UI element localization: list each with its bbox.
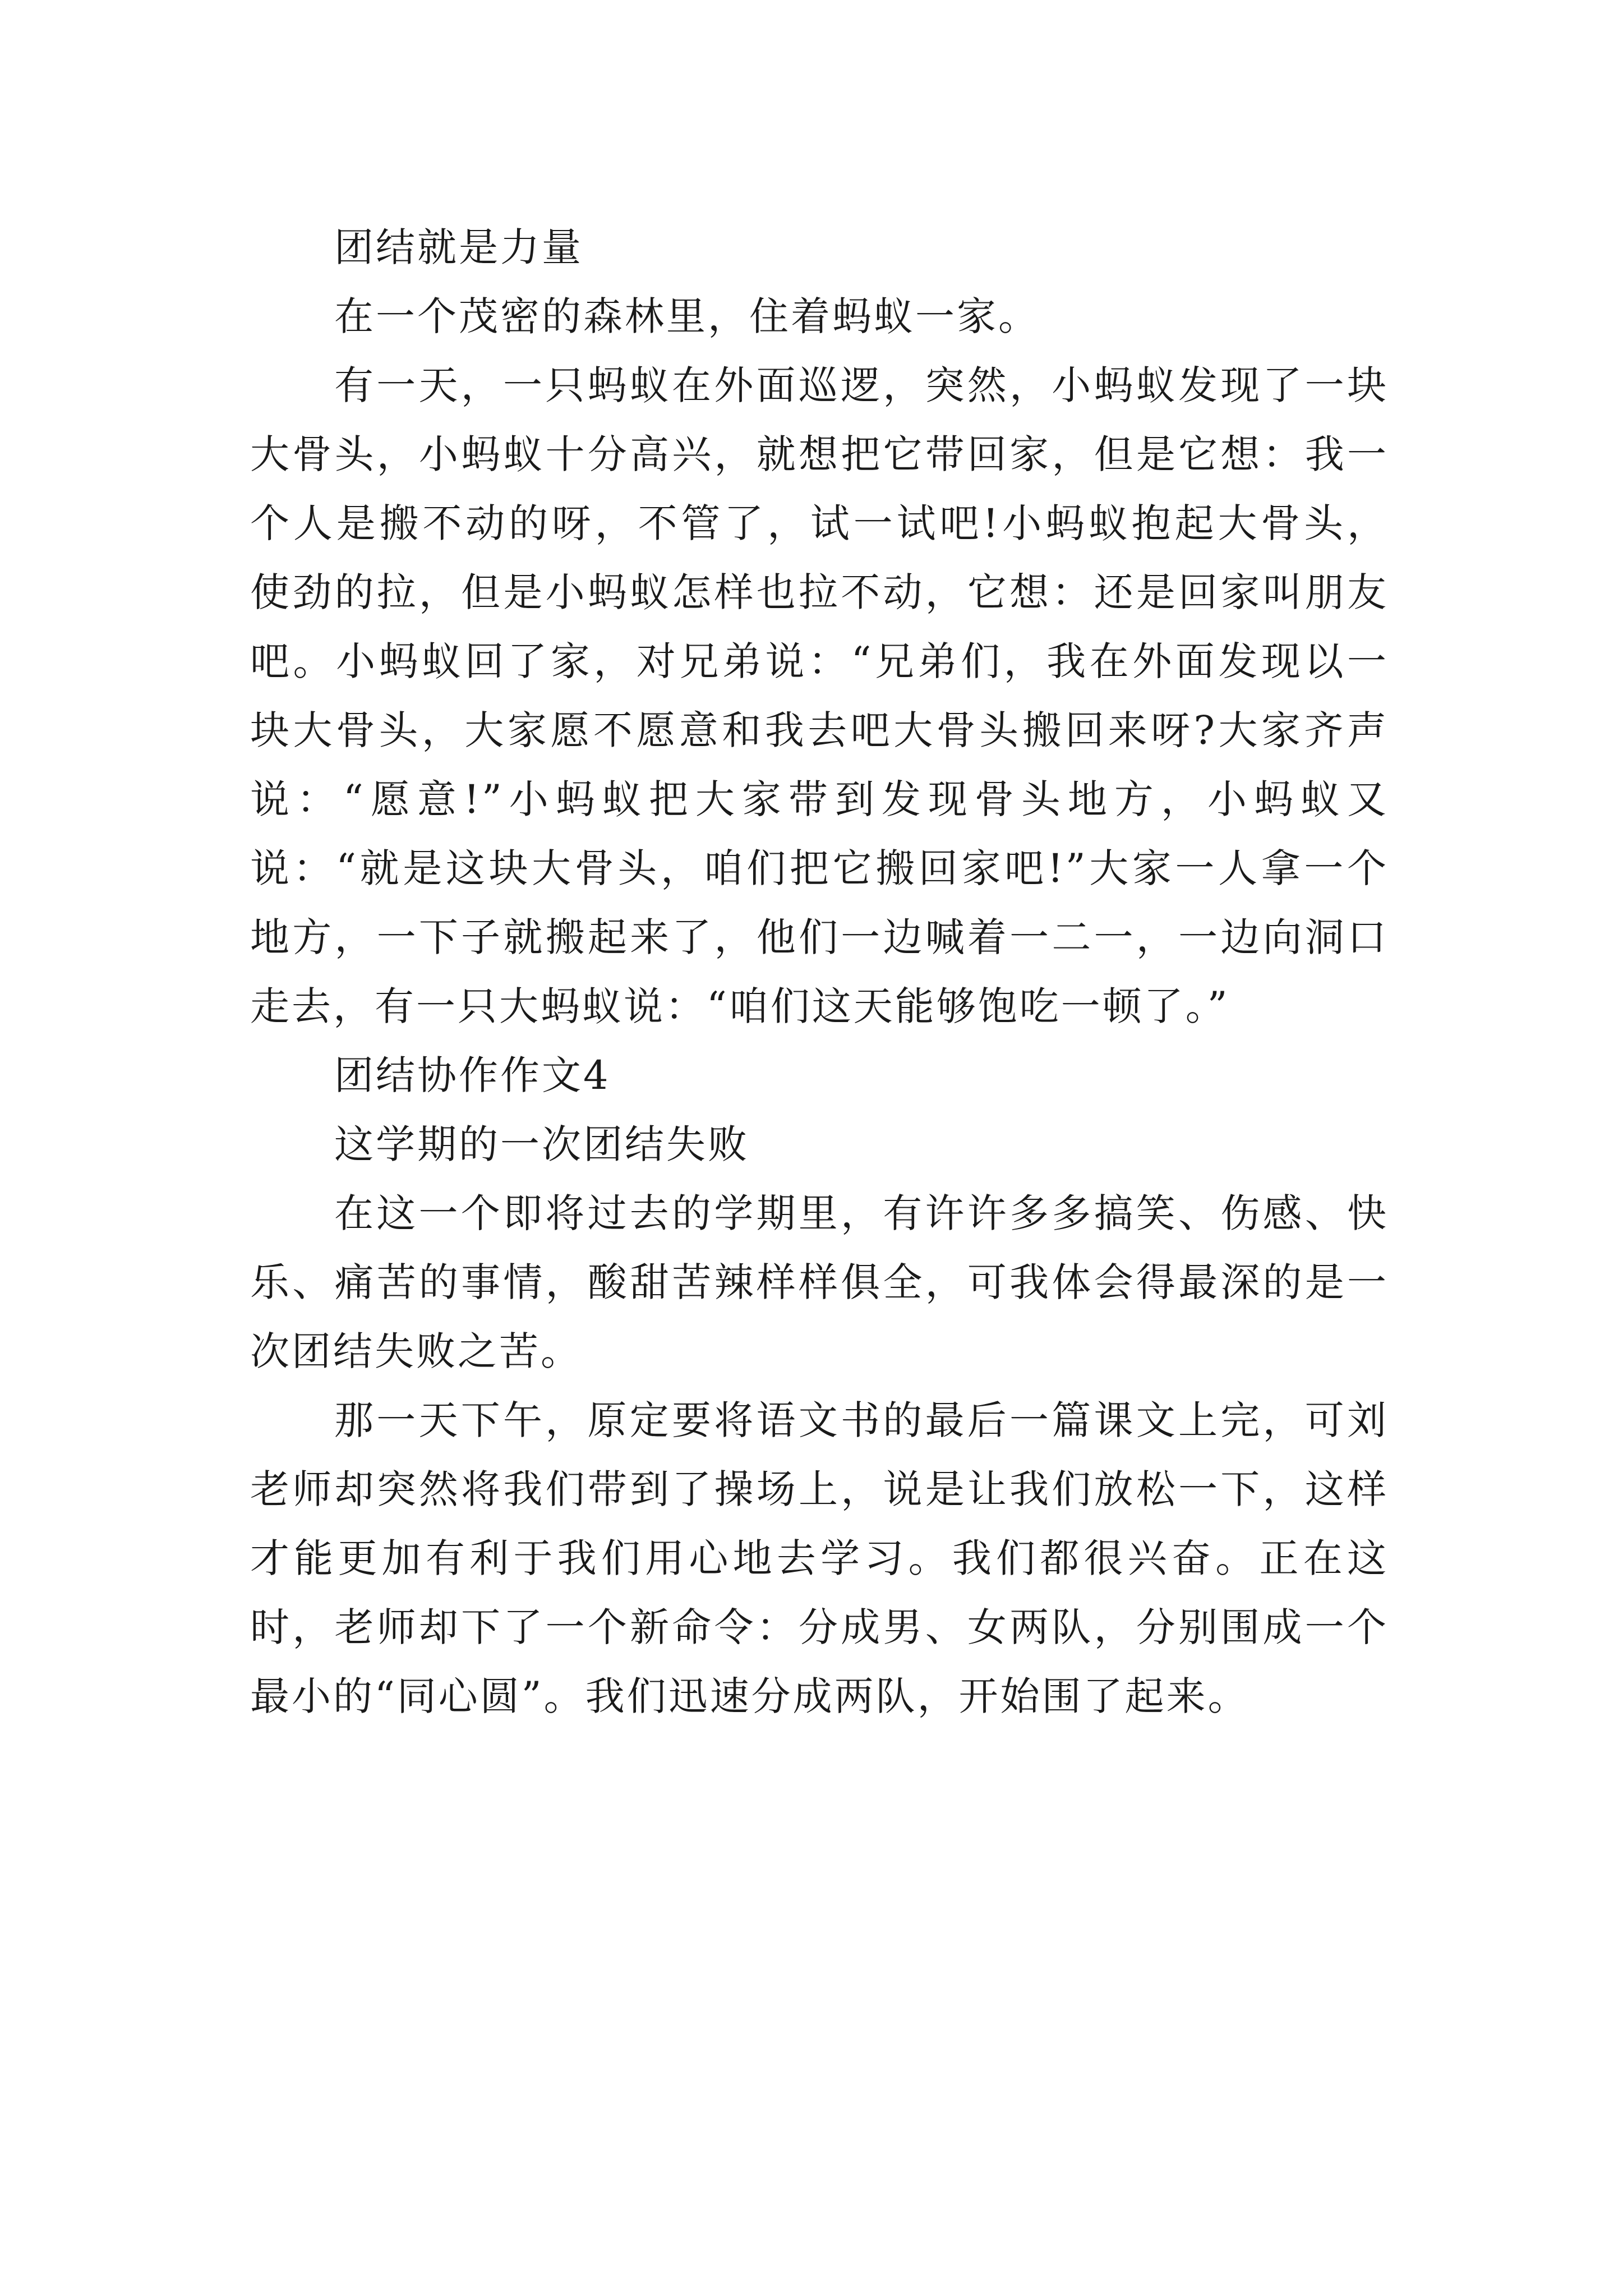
essay-title: 这学期的一次团结失败 <box>334 1121 749 1167</box>
document-body <box>250 213 1389 1731</box>
essay-number-title: 团结协作作文4 <box>334 1052 611 1098</box>
story-title: 团结就是力量 <box>334 224 583 270</box>
paragraph-afternoon: 那一天下午，原定要将语文书的最后一篇课文上完，可刘老师却突然将我们带到了操场上，说是让我们放松一下，这样才能更加有利于我们用心地去学习。我们都很兴奋。正在这时，老师却下了一个新命令：分成男、女两队，分别围成一个最小的“同心圆”。我们迅速分成两队，开始围了起来。 <box>250 1397 1389 1719</box>
paragraph-ant-story: 有一天，一只蚂蚁在外面巡逻，突然，小蚂蚁发现了一块大骨头，小蚂蚁十分高兴，就想把它带回家，但是它想：我一个人是搬不动的呀，不管了，试一试吧!小蚂蚁抱起大骨头，使劲的拉，但是小蚂蚁怎样也拉不动，它想：还是回家叫朋友吧。小蚂蚁回了家，对兄弟说：“兄弟们，我在外面发现以一块大骨头，大家愿不愿意和我去吧大骨头搬回来呀?大家齐声说：“愿意!”小蚂蚁把大家带到发现骨头地方，小蚂蚁又说：“就是这块大骨头，咱们把它搬回家吧!”大家一人拿一个地方，一下子就搬起来了，他们一边喊着一二一，一边向洞口走去，有一只大蚂蚁说：“咱们这天能够饱吃一顿了。” <box>250 362 1389 1029</box>
paragraph-intro: 在一个茂密的森林里，住着蚂蚁一家。 <box>334 293 1040 339</box>
paragraph-semester: 在这一个即将过去的学期里，有许许多多搞笑、伤感、快乐、痛苦的事情，酸甜苦辣样样俱全，可我体会得最深的是一次团结失败之苦。 <box>250 1190 1389 1374</box>
